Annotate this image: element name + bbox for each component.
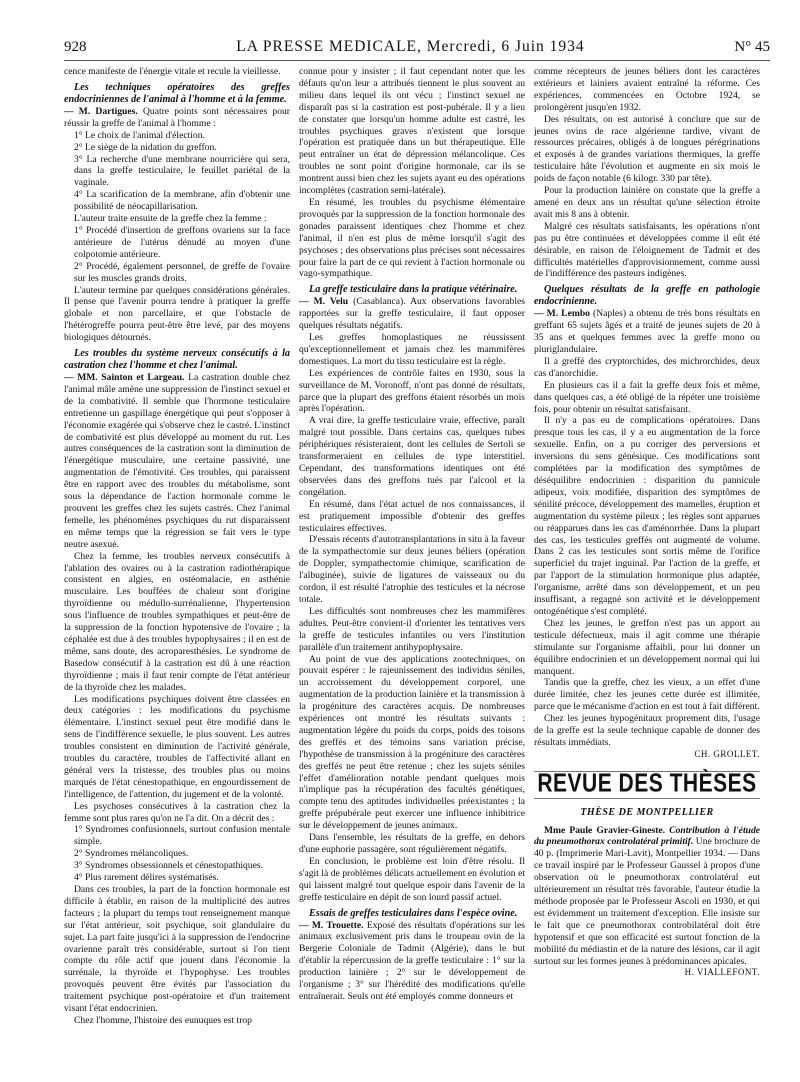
column-3 (534, 66, 760, 1071)
page-number: 928 (64, 39, 87, 55)
author-name: Mme Paule Gravier-Gineste. (544, 824, 666, 836)
paragraph: Tandis que la greffe, chez les vieux, a un effet d'une durée limitée, chez les jeunes cette durée est illimitée, parce que le mécanisme d'action en est tout à fait différent. (534, 677, 760, 713)
paragraph: Des résultats, on est autorisé à conclure que sur de jeunes ovins de race algérienne tardive, vivant de ressources précaires, obligés à de longues pérégrinations et exposés à de grandes variations thermiques, la greffe testiculaire hâte l'évolution et augmente en six mois le poids de façon notable (6 kilogr. 330 par tête). (534, 113, 760, 185)
column-2 (299, 66, 525, 1071)
list-item: 2° Syndromes mélancoliques. (74, 848, 189, 860)
paragraph: Dans ces troubles, la part de la fonction hormonale est difficile à établir, en raison de la multiplicité des autres facteurs ; la plupart du temps tout renseignement manque sur l'état antérieur, soit psychique, soit glandulaire du sujet. La part faite jusqu'ici à la suppression de l'endocrine ovarienne paraît très considérable, surtout si l'on tient compte du rôle actif que jouent dans l'économie la surrénale, la thyroïde et l'hypophyse. Les troubles provoqués peuvent être évités par l'association du traitement psychique post-opératoire et d'un traitement visant l'état endocrinien. (64, 884, 290, 1015)
signature: CH. GROLLET. (694, 748, 760, 759)
paragraph: Malgré ces résultats satisfaisants, les opérations n'ont pas pu être continuées et développées comme il eût été désirable, en raison de l'éloignement de Tadmit et des difficultés matérielles d'approvisionnement, comme aussi de l'indifférence des pasteurs indigènes. (534, 220, 760, 280)
paragraph-text: Quatre points sont nécessaires pour réussir la greffe de l'animal à l'homme : (64, 105, 290, 129)
list-item: 3° La recherche d'une membrane nourricière qui sera, dans la greffe testiculaire, le feuillet pariétal de la vaginale. (74, 153, 290, 189)
section-heading: Les troubles du système nerveux consécutifs à la castration chez l'homme et chez l'animal. (64, 348, 290, 372)
list-item: 2° Le siège de la nidation du greffon. (74, 141, 217, 153)
paragraph: En résumé, les troubles du psychisme élémentaire provoqués par la suppression de la fonction hormonale des gonades paraissent identiques chez l'homme et chez l'animal, il n'en est plus de même lorsqu'il s'agit des psychoses ; des observations plus précises sont nécessaires pour faire la part de ce qui revient à l'action hormonale ou vago-sympathique. (299, 196, 525, 280)
paragraph: En plusieurs cas il a fait la greffe deux fois et même, dans quelques cas, a été obligé de la répéter une troisième fois, pour obtenir un résultat satisfaisant. (534, 379, 760, 415)
paragraph: Pour la production lainière on constate que la greffe a amené en deux ans un résultat qu'une sélection étroite avait mis 8 ans à obtenir. (534, 185, 760, 220)
page-header (64, 38, 770, 61)
section-heading: Quelques résultats de la greffe en pathologie endocrinienne. (534, 284, 760, 308)
paragraph (534, 825, 760, 968)
paragraph: L'auteur termine par quelques considérations générales. Il pense que l'avenir pourra tendre à pratiquer la greffe globale et non parcellaire, et que l'obstacle de l'hétérogreffe pourra peut-être être levé, par des moyens biologiques détournés. (64, 284, 290, 344)
author-name: — MM. Sainton et Largeau. (64, 372, 185, 384)
paragraph: Au point de vue des applications zootechniques, on pouvait espérer : le rajeunissement des individus séniles, un accroissement du développement corporel, une augmentation de la production lainière et la transmission à la progéniture des caractères acquis. De nombreuses expériences ont montré les résultats suivants : augmentation légère du poids du corps, poids des toisons des greffés et des témoins sans variation précise, l'hypothèse de transmission à la progéniture des caractères des greffés ne peut être retenue ; chez les sujets séniles l'effet d'amélioration notable pendant quelques mois n'implique pas la récupération des facultés génétiques, compte tenu des aptitudes individuelles préexistantes ; la greffe prépubérale peut exercer une influence inhibitrice sur le développement de jeunes animaux. (299, 653, 525, 832)
paragraph: Il n'y a pas eu de complications opératoires. Dans presque tous les cas, il y a eu augmentation de la force sexuelle. Enfin, on a pu corriger des perversions et inversions du sens génésique. Ces modifications sont complétées par la modification des symptômes de déséquilibre endocrinien : disparition du pannicule adipeux, voix modifiée, disparition des symptômes de sénilité précoce, développement des mamelles, éruption et augmentation du système pileux ; les règles sont apparues ou réapparues dans les cas d'aménorrhée. Dans la plupart des cas, les testicules greffés ont augmenté de volume. Dans 2 cas les testicules sont sortis même de l'orifice superficiel du trajet inguinal. Par l'action de la greffe, et par l'apport de la stimulation hormonique plus adaptée, l'organisme, arrêté dans son développement, et un peu insuffisant, a regagné son activité et le développement ontogénétique s'est complété. (534, 415, 760, 617)
paragraph: A vrai dire, la greffe testiculaire vraie, effective, paraît malgré tout possible. Dans certains cas, quelques tubes périphériques résisteraient, dont les cellules de Sertoli se transformeraient en cellules de type interstitiel. Cependant, des transformations identiques ont été observées dans des greffons tués par l'alcool et la congélation. (299, 415, 525, 498)
paragraph: Chez la femme, les troubles nerveux consécutifs à l'ablation des ovaires ou à la castration radiothérapique consistent en algies, en ostéomalacie, en asthénie musculaire. Les bouffées de chaleur sont d'origine thyroïdienne ou médullo-surrénalienne, l'hypertension sous l'influence de troubles sympathiques et peut-être de la suppression de la fonction hypotensive de l'ovaire ; la céphalée est due à des troubles hypophysaires ; il en est de même, sans doute, des acroparesthésies. Le syndrome de Basedow consécutif à la castration est dû à une réaction thyroïdienne ; mais il faut tenir compte de l'état antérieur de la thyroïde chez les malades. (64, 550, 290, 693)
paragraph (534, 308, 760, 356)
paragraph (299, 296, 525, 332)
list-item: 3° Syndromes obsessionnels et cénestopathiques. (74, 860, 264, 872)
section-heading: Essais de greffes testiculaires dans l'espèce ovine. (309, 907, 518, 919)
section-heading: La greffe testiculaire dans la pratique vétérinaire. (309, 284, 518, 296)
paragraph: Chez les jeunes, le greffon n'est pas un apport au testicule défectueux, mais il agit comme une thérapie stimulante sur l'organisme affaibli, pour lui donner un équilibre endocrinien et un développement normal qui lui manquent. (534, 617, 760, 677)
paragraph: Les psychoses consécutives à la castration chez la femme sont plus rares qu'on ne l'a dit. On a décrit des : (64, 800, 290, 824)
paragraph: Les modifications psychiques doivent être classées en deux catégories : les modifications du psychisme élémentaire. L'instinct sexuel peut être modifié dans le sens de l'indifférence sexuelle, le plus souvent. Les autres troubles consistent en diminution de l'activité générale, troubles du caractère, troubles de l'affectivité allant en général vers la tristesse, des troubles plus ou moins marqués de l'état cénestopathique, en engourdissement de l'intelligence, de l'attention, du jugement et de la volonté. (64, 693, 290, 800)
paragraph (64, 372, 290, 551)
paragraph: cence manifeste de l'énergie vitale et recule la vieillesse. (64, 66, 281, 77)
paragraph: En conclusion, le problème est loin d'être résolu. Il s'agit là de problèmes délicats actuellement en évolution et qui laissent malgré tout quelque espoir dans l'avenir de la greffe testiculaire en dépit de son lourd passif actuel. (299, 855, 525, 903)
paragraph-text: Exposé des résultats d'opérations sur les animaux exclusivement pris dans le troupeau ovin de la Bergerie Coloniale de Tadmit (Algérie), dans le but d'établir la répercussion de la greffe testiculaire : 1° sur la production lainière ; 2° sur le développement de l'organisme ; 3° sur l'hérédité des modifications qu'elle entraînerait. Seuls ont été employés comme donneurs et (299, 919, 525, 1002)
subsection-title: THÈSE DE MONTPELLIER (580, 806, 714, 818)
paragraph: Dans l'ensemble, les résultats de la greffe, en dehors d'une euphorie passagère, sont régulièrement négatifs. (299, 832, 525, 855)
paragraph (299, 920, 525, 1003)
paragraph: comme récepteurs de jeunes béliers dont les caractères extérieurs et lainiers avaient entraîné la réforme. Ces expériences, commencées en Octobre 1924, se prolongèrent jusqu'en 1932. (534, 66, 760, 113)
list-item: 4° La scarification de la membrane, afin d'obtenir une possibilité de néocapillarisation. (74, 189, 290, 213)
work-title: Contribution à l'étude du pneumothorax controlatéral primitif. (534, 824, 760, 848)
list-item: 4° Plus rarement délires systématisés. (74, 872, 219, 884)
article-columns (64, 66, 770, 1071)
paragraph-text: (Naples) a obtenu de très bons résultats en greffant 65 sujets âgés et a traité de jeunes sujets de 20 à 35 ans et quelques femmes avec la greffe mono ou pluriglandulaire. (534, 308, 760, 356)
author-name: — M. Lembo (534, 308, 590, 320)
paragraph-text: (Casablanca). Aux observations favorables rapportées sur la greffe testiculaire, il faut opposer quelques résultats négatifs. (299, 296, 525, 332)
paragraph: D'essais récents d'autotransplantations in situ à la faveur de la sympathectomie sur deux jeunes béliers (opération de Doppler, sympathectomie chimique, scarification de l'albuginée), suivie de ligatures de vaisseaux ou du cordon, il est résulté l'atrophie des testicules et la nécrose totale. (299, 534, 525, 605)
paragraph: Les expériences de contrôle faites en 1930, sous la surveillance de M. Voronoff, n'ont pas donné de résultats, parce que la plupart des greffons étaient résorbés un mois après l'opération. (299, 367, 525, 415)
author-name: — M. Velu (299, 296, 349, 308)
paragraph: Les greffes homoplastiques ne réussissent qu'exceptionnellement et jamais chez les mammifères domestiques. La mort du tissu testiculaire est la règle. (299, 332, 525, 367)
author-name: — M. Dartigues. (64, 105, 138, 117)
section-title: REVUE DES THÈSES (537, 768, 757, 798)
paragraph: Les difficultés sont nombreuses chez les mammifères adultes. Peut-être convient-il d'orienter les tentatives vers la greffe de testicules infantiles ou vers l'institution parallèle d'un traitement antihypophysaire. (299, 605, 525, 653)
paragraph: L'auteur traite ensuite de la greffe chez la femme : (74, 213, 267, 225)
author-name: — M. Trouette. (299, 919, 364, 931)
paragraph (64, 106, 290, 130)
section-heading: Les techniques opératoires des greffes endocriniennes de l'animal à l'homme et à la femme. (64, 81, 290, 105)
publication-title: LA PRESSE MEDICALE, Mercredi, 6 Juin 1934 (236, 38, 585, 55)
paragraph: En résumé, dans l'état actuel de nos connaissances, il est pratiquement impossible d'obtenir des greffes testiculaires effectives. (299, 498, 525, 534)
issue-number: N° 45 (734, 39, 770, 55)
column-1 (64, 66, 290, 1071)
paragraph: connue pour y insister ; il faut cependant noter que les défauts qu'on leur a attribués tiennent le plus souvent au milieu dans lequel ils ont vécu ; l'instinct sexuel ne disparaît pas si la castration est post-pubérale. Il y a lieu de constater que lorsqu'un homme adulte est castré, les troubles psychiques graves n'existent que lorsque l'opération est pratiquée dans un but thérapeutique. Elle peut entraîner un état de dépression mélancolique. Ces troubles ne sont point d'origine hormonale, car ils se montrent aussi bien chez les sujets ayant eu des opérations incomplètes (castration semi-latérale). (299, 66, 525, 197)
paragraph-text: Une brochure de 40 p. (Imprimerie Mari-Lavit), Montpellier 1934. — Dans ce travail inspiré par le Professeur Gaussel à propos d'une observation où le pneumothorax controlatéral eut ultérieurement un résultat très favorable, l'auteur étudie la méthode proposée par le Professeur Ascoli en 1930, et qui est évidemment un traitement d'exception. Elle insiste sur le fait que ce pneumothorax controbilatéral doit être hypotensif et que son efficacité est surtout fonction de la mobilité du médiastin et de la nature des lésions, car il agit surtout sur les formes jeunes à prédominances apicales. (534, 836, 760, 967)
list-item: 1° Procédé d'insertion de greffons ovariens sur la face antérieure de l'utérus dénudé au moyen d'une colpotomie antérieure. (74, 224, 290, 260)
signature: H. VIALLEFONT. (684, 967, 760, 978)
paragraph-text: La castration double chez l'animal mâle amène une suppression de l'instinct sexuel et de la combativité. Il semble que l'hormone testiculaire entretienne un gaspillage énergétique qui peut s'opposer à l'économie exagérée qui s'observe chez le castré. L'instinct de combativité est plus développé au moment du rut. Les autres conséquences de la castration sont la diminution de l'énergétique musculaire, une certaine passivité, une augmentation de l'émotivité. Ces troubles, qui paraissent être en rapport avec des troubles du métabolisme, sont sous la dépendance de l'action hormonale comme le prouvent les greffes chez les sujets castrés. Chez l'animal femelle, les phénomènes psychiques du rut disparaissent en même temps que la régression se fait vers le type neutre asexué. (64, 372, 290, 550)
paragraph: Chez l'homme, l'histoire des eunuques est trop (74, 1014, 252, 1026)
list-item: 1° Syndromes confusionnels, surtout confusion mentale simple. (74, 824, 290, 848)
divider (534, 798, 760, 799)
list-item: 1° Le choix de l'animal d'élection. (74, 129, 205, 141)
list-item: 2° Procédé, également personnel, de greffe de l'ovaire sur les muscles grands droits. (74, 260, 290, 284)
paragraph: Il a greffé des cryptorchides, des michrorchides, deux cas d'anorchidie. (534, 355, 760, 379)
paragraph: Chez les jeunes hypogénitaux proprement dits, l'usage de la greffe est la seule technique capable de donner des résultats immédiats. (534, 713, 760, 748)
